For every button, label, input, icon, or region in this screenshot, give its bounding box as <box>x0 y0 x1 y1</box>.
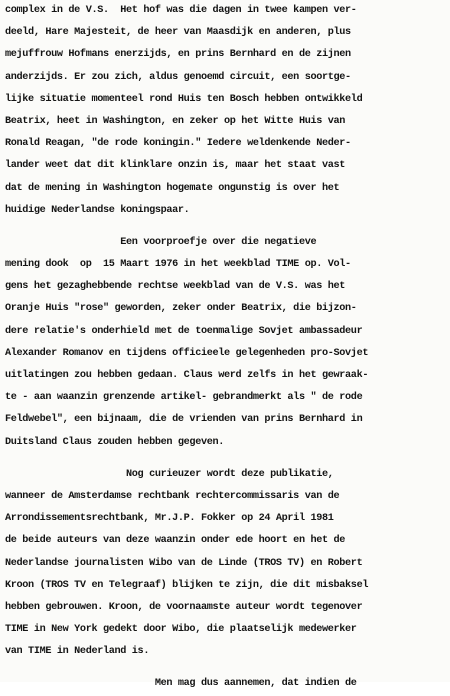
text-line: anderzijds. Er zou zich, aldus genoemd circuit, een soortge- <box>5 71 351 83</box>
text-line: lijke situatie momenteel rond Huis ten Bosch hebben ontwikkeld <box>5 93 363 105</box>
text-line: Oranje Huis "rose" geworden, zeker onder Beatrix, die bijzon- <box>5 303 357 315</box>
text-line: deeld, Hare Majesteit, de heer van Maasdijk en anderen, plus <box>5 27 351 39</box>
text-line: Nog curieuzer wordt deze publikatie, <box>5 468 334 480</box>
paragraph-2 <box>5 232 450 454</box>
paragraph-gap <box>5 663 450 673</box>
text-line: Feldwebel", een bijnaam, die de vrienden van prins Bernhard in <box>5 414 363 426</box>
text-line: lander weet dat dit klinklare onzin is, maar het staat vast <box>5 160 346 172</box>
text-line: Duitsland Claus zouden hebben gegeven. <box>5 436 225 448</box>
paragraph-3 <box>5 464 450 664</box>
text-line: gens het gezaghebbende rechtse weekblad van de V.S. was het <box>5 281 346 293</box>
text-line: mening dook op 15 Maart 1976 in het weekblad TIME op. Vol- <box>5 259 351 271</box>
text-line: TIME in New York gedekt door Wibo, die plaatselijk medewerker <box>5 624 357 636</box>
text-line: Kroon (TROS TV en Telegraaf) blijken te zijn, die dit misbaksel <box>5 579 369 591</box>
text-line: uitlatingen zou hebben gedaan. Claus werd zelfs in het gewraak- <box>5 370 369 381</box>
text-line: mejuffrouw Hofmans enerzijds, en prins Bernhard en de zijnen <box>5 49 351 61</box>
typewritten-text <box>5 0 450 696</box>
text-line: te - aan waanzin grenzende artikel- gebrandmerkt als " de rode <box>5 392 363 404</box>
paragraph-4 <box>5 673 450 695</box>
paragraph-gap <box>5 222 450 232</box>
text-line: dere relatie's onderhield met de toenmalige Sovjet ambassadeur <box>5 325 363 337</box>
paragraph-gap <box>5 454 450 464</box>
text-line: Een voorproefje over die negatieve <box>5 236 317 248</box>
text-line: hebben gebrouwen. Kroon, de voornaamste auteur wordt tegenover <box>5 601 363 613</box>
text-line: Nederlandse journalisten Wibo van de Linde (TROS TV) en Robert <box>5 557 363 569</box>
paragraph-1 <box>5 0 450 222</box>
text-line: wanneer de Amsterdamse rechtbank rechtercommissaris van de <box>5 490 340 502</box>
text-line: Ronald Reagan, "de rode koningin." Iedere weldenkende Neder- <box>5 138 351 150</box>
text-line: Arrondissementsrechtbank, Mr.J.P. Fokker op 24 April 1981 <box>5 513 334 525</box>
text-line: dat de mening in Washington hogemate ongunstig is over het <box>5 182 340 194</box>
text-line: de beide auteurs van deze waanzin onder ede hoort en het de <box>5 535 346 547</box>
text-line: Men mag dus aannemen, dat indien de <box>5 678 357 690</box>
text-line: complex in de V.S. Het hof was die dagen in twee kampen ver- <box>5 5 357 16</box>
text-line: huidige Nederlandse koningspaar. <box>5 204 190 216</box>
text-line: Beatrix, heet in Washington, en zeker op het Witte Huis van <box>5 115 346 127</box>
text-line: van TIME in Nederland is. <box>5 646 150 658</box>
text-line: Alexander Romanov en tijdens officieele gelegenheden pro-Sovjet <box>5 347 369 359</box>
